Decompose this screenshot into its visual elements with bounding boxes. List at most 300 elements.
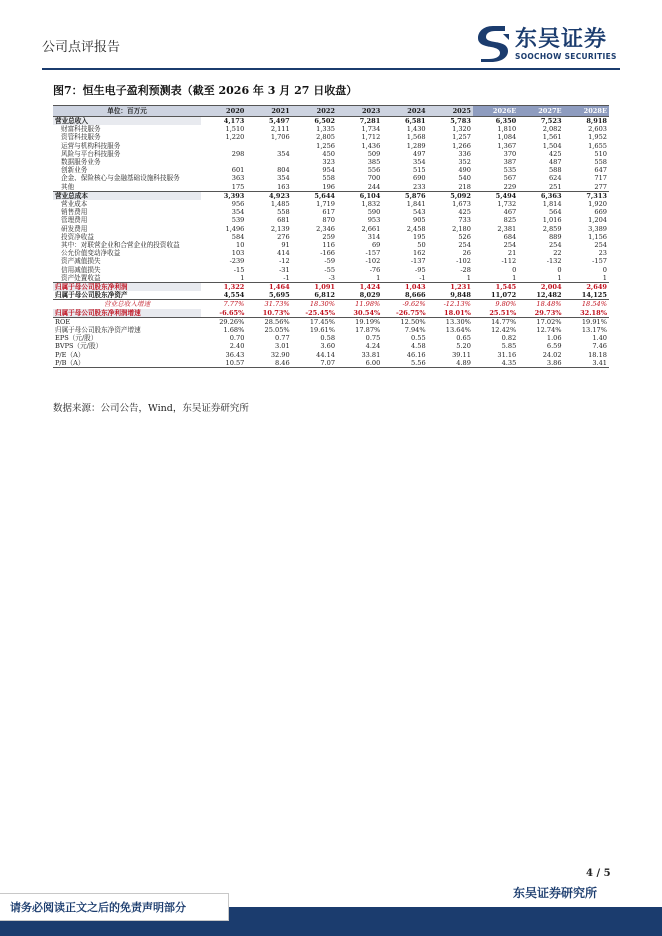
- table-cell: 218: [458, 182, 471, 191]
- row-label: 营业总收入: [53, 117, 201, 126]
- table-cell: 5,783: [450, 117, 471, 125]
- table-cell: 2.40: [229, 342, 245, 351]
- table-row: [53, 150, 609, 158]
- table-cell: 1: [466, 273, 471, 282]
- table-cell: 18.30%: [292, 300, 337, 309]
- table-cell: 1,719: [316, 200, 336, 209]
- table-cell: 889: [548, 232, 562, 241]
- table-cell: 5,876: [382, 191, 427, 200]
- table-cell: -102: [365, 257, 381, 266]
- table-cell: 1,832: [361, 200, 381, 209]
- table-cell: 8,918: [586, 117, 607, 125]
- table-cell: 354: [277, 149, 290, 158]
- year-header: 2024: [382, 106, 427, 117]
- table-cell: 298: [231, 149, 245, 158]
- table-cell: 1,814: [542, 200, 562, 209]
- table-cell: 354: [231, 208, 245, 217]
- row-label: 归属于母公司股东净利润: [53, 283, 201, 292]
- table-cell: 25.05%: [264, 326, 290, 335]
- table-row: [53, 326, 609, 334]
- table-cell: 1.06: [546, 334, 562, 343]
- row-label: 投资净收益: [61, 232, 94, 241]
- table-cell: 387: [503, 158, 517, 167]
- row-label: 资产处置收益: [61, 273, 101, 282]
- table-cell: -9.62%: [382, 300, 427, 309]
- table-cell: 2,082: [542, 125, 562, 134]
- table-row: [53, 166, 609, 174]
- table-cell: 12,482: [536, 291, 562, 300]
- table-cell: 1,322: [201, 283, 246, 292]
- table-cell: 647: [594, 166, 607, 175]
- table-cell: 254: [458, 241, 471, 250]
- table-cell: 515: [413, 166, 426, 175]
- disclaimer-text: 请务必阅读正文之后的免责声明部分: [10, 901, 186, 914]
- table-cell: 1,712: [361, 133, 381, 142]
- table-cell: 7.77%: [201, 300, 246, 309]
- table-cell: -25.45%: [305, 308, 336, 317]
- table-cell: 1,673: [452, 200, 471, 209]
- table-cell: 804: [277, 166, 290, 175]
- table-cell: 1,204: [588, 216, 607, 225]
- table-cell: 558: [277, 208, 290, 217]
- table-row: [53, 266, 609, 274]
- table-row: [53, 200, 609, 208]
- table-cell: 1.68%: [223, 326, 245, 335]
- table-cell: 175: [231, 182, 245, 191]
- table-cell: 1,156: [588, 232, 607, 241]
- table-cell: 31.73%: [246, 300, 291, 309]
- table-cell: 526: [458, 232, 471, 241]
- table-cell: 17.02%: [518, 317, 563, 326]
- table-cell: 669: [594, 208, 607, 217]
- table-cell: 30.54%: [353, 308, 381, 317]
- table-cell: -102: [456, 257, 471, 266]
- table-cell: 233: [413, 182, 426, 191]
- table-cell: -1: [419, 273, 426, 282]
- table-cell: 2,661: [361, 224, 381, 233]
- table-cell: 23: [598, 249, 607, 258]
- soochow-logo-icon: [475, 24, 511, 62]
- table-cell: 19.61%: [309, 326, 336, 335]
- table-row: [53, 249, 609, 257]
- table-cell: 36.43: [225, 350, 245, 359]
- table-cell: 6.59: [546, 342, 562, 351]
- table-cell: 6.00: [337, 359, 382, 368]
- table-cell: 352: [458, 158, 471, 167]
- table-cell: 18.01%: [444, 308, 471, 317]
- table-cell: 1,424: [337, 283, 382, 292]
- table-cell: -137: [410, 257, 426, 266]
- table-cell: 7.07: [292, 359, 337, 368]
- table-cell: -12.13%: [428, 300, 473, 309]
- table-row: [53, 174, 609, 182]
- table-cell: -6.65%: [219, 308, 245, 317]
- table-cell: 733: [458, 216, 471, 225]
- table-cell: 4.58: [410, 342, 426, 351]
- table-cell: 1,084: [497, 133, 517, 142]
- year-header: 2022: [292, 106, 337, 117]
- data-source-note: 数据来源：公司公告，Wind，东吴证券研究所: [53, 403, 249, 414]
- table-cell: 0.82: [501, 334, 517, 343]
- table-row: [53, 257, 609, 265]
- table-cell: 11.98%: [337, 300, 382, 309]
- table-cell: 162: [413, 249, 426, 258]
- table-cell: 5,644: [292, 191, 337, 200]
- table-cell: 1,436: [361, 141, 381, 150]
- table-cell: 1: [602, 273, 607, 282]
- table-cell: 25.51%: [489, 308, 517, 317]
- table-cell: 5,092: [428, 191, 473, 200]
- table-cell: 1,732: [497, 200, 517, 209]
- table-cell: -157: [365, 249, 381, 258]
- table-cell: 2,381: [497, 224, 517, 233]
- table-cell: 18.18: [588, 350, 607, 359]
- table-cell: 3.41: [564, 359, 609, 368]
- page-number: 4 / 5: [586, 868, 611, 879]
- earnings-forecast-table: [53, 105, 609, 368]
- table-cell: 1,016: [542, 216, 562, 225]
- table-cell: 17.45%: [292, 317, 337, 326]
- table-cell: 617: [322, 208, 336, 217]
- header-divider: [42, 68, 620, 70]
- row-label: 数据服务业务: [61, 158, 101, 167]
- report-type-label: 公司点评报告: [42, 40, 121, 55]
- table-cell: 509: [367, 149, 381, 158]
- table-cell: 9.80%: [473, 300, 518, 309]
- table-cell: 12.74%: [536, 326, 562, 335]
- table-cell: 254: [594, 241, 607, 250]
- table-row: [53, 274, 609, 283]
- brand-logo: [475, 22, 625, 66]
- table-cell: 6,502: [314, 117, 336, 125]
- table-cell: 567: [503, 174, 517, 183]
- table-cell: 10: [236, 241, 245, 250]
- table-cell: 1,091: [292, 283, 337, 292]
- row-label: 创新业务: [61, 166, 88, 175]
- table-row: [53, 334, 609, 342]
- table-cell: -55: [324, 265, 336, 274]
- table-cell: 91: [281, 241, 290, 250]
- table-cell: -95: [415, 265, 426, 274]
- row-label: 管理费用: [61, 216, 88, 225]
- table-cell: -31: [279, 265, 290, 274]
- table-cell: 2,180: [452, 224, 471, 233]
- table-cell: 7.46: [592, 342, 607, 351]
- row-label: 资管科技服务: [61, 133, 101, 142]
- table-cell: 244: [367, 182, 381, 191]
- table-cell: 905: [413, 216, 426, 225]
- table-cell: 385: [367, 158, 381, 167]
- table-cell: 1,545: [473, 283, 518, 292]
- table-cell: 3.86: [518, 359, 563, 368]
- table-cell: 259: [322, 232, 336, 241]
- table-cell: 870: [322, 216, 336, 225]
- table-cell: 12.42%: [491, 326, 517, 335]
- table-cell: 5,494: [473, 191, 518, 200]
- table-cell: 46.16: [406, 350, 426, 359]
- table-cell: -1: [283, 273, 290, 282]
- table-cell: 14,125: [581, 291, 607, 300]
- table-cell: 33.81: [361, 350, 381, 359]
- table-cell: 21: [507, 249, 517, 258]
- row-label: 公允价值变动净收益: [61, 249, 121, 258]
- table-cell: 6,350: [495, 117, 517, 125]
- table-cell: 1,231: [428, 283, 473, 292]
- table-row: [53, 233, 609, 241]
- table-cell: 1,430: [406, 125, 426, 134]
- table-cell: 12.50%: [382, 317, 427, 326]
- table-cell: 2,458: [406, 224, 426, 233]
- table-cell: 323: [322, 158, 336, 167]
- year-header: 2026E: [473, 106, 518, 117]
- table-cell: 1,810: [497, 125, 517, 134]
- table-cell: 0.70: [229, 334, 245, 343]
- table-cell: 558: [322, 174, 336, 183]
- table-cell: 1,289: [406, 141, 426, 150]
- table-cell: 487: [548, 158, 562, 167]
- table-cell: 0: [602, 265, 607, 274]
- table-cell: 9,848: [450, 291, 471, 300]
- table-cell: -76: [369, 265, 381, 274]
- table-cell: 1,841: [406, 200, 426, 209]
- table-row: [53, 183, 609, 192]
- table-cell: 196: [322, 182, 336, 191]
- table-cell: 354: [277, 174, 290, 183]
- table-cell: 276: [277, 232, 290, 241]
- table-cell: [201, 142, 246, 150]
- table-cell: 1,734: [361, 125, 381, 134]
- table-cell: 1,706: [270, 133, 290, 142]
- table-cell: 6,812: [314, 291, 336, 300]
- table-cell: 590: [367, 208, 381, 217]
- table-cell: 956: [231, 200, 245, 209]
- row-label: 风险与平台科技服务: [61, 149, 121, 158]
- table-cell: 5,497: [269, 117, 290, 125]
- table-row: [53, 359, 609, 368]
- table-cell: -26.75%: [395, 308, 426, 317]
- table-cell: -239: [229, 257, 245, 266]
- table-cell: -15: [233, 265, 245, 274]
- table-cell: 1: [557, 273, 562, 282]
- table-cell: 490: [458, 166, 471, 175]
- table-row: [53, 142, 609, 150]
- year-header: 2027E: [518, 106, 563, 117]
- table-row: [53, 351, 609, 359]
- footer-institute: 东吴证券研究所: [513, 886, 598, 900]
- table-cell: [246, 158, 291, 166]
- table-cell: 1,568: [406, 133, 426, 142]
- table-cell: 1,510: [225, 125, 245, 134]
- table-cell: 103: [231, 249, 245, 258]
- table-cell: 5,695: [269, 291, 290, 300]
- table-row: [53, 216, 609, 224]
- table-cell: [201, 158, 246, 166]
- table-cell: 1,464: [246, 283, 291, 292]
- table-cell: 251: [548, 182, 562, 191]
- table-cell: 0: [512, 265, 517, 274]
- table-cell: 0.77: [275, 334, 290, 343]
- table-cell: 354: [413, 158, 426, 167]
- table-cell: 5.85: [501, 342, 517, 351]
- table-cell: 535: [503, 166, 517, 175]
- table-cell: 13.30%: [428, 317, 473, 326]
- table-cell: 1,561: [542, 133, 562, 142]
- table-cell: 1,266: [452, 141, 471, 150]
- table-cell: 681: [277, 216, 290, 225]
- table-cell: 3.01: [275, 342, 290, 351]
- table-cell: 556: [367, 166, 381, 175]
- table-cell: 2,603: [588, 125, 607, 134]
- table-cell: 2,805: [316, 133, 336, 142]
- table-cell: 363: [231, 174, 245, 183]
- table-cell: -59: [324, 257, 336, 266]
- table-cell: 17.87%: [355, 326, 381, 335]
- table-cell: 370: [503, 149, 517, 158]
- forecast-table-container: [53, 105, 609, 368]
- table-row: [53, 117, 609, 126]
- table-cell: 1,952: [588, 133, 607, 142]
- table-cell: 13.17%: [581, 326, 607, 335]
- table-cell: 6,363: [518, 191, 563, 200]
- table-cell: 425: [548, 149, 562, 158]
- table-cell: 4,173: [223, 117, 245, 125]
- logo-english-name: SOOCHOW SECURITIES: [515, 52, 617, 61]
- table-cell: -28: [460, 265, 471, 274]
- table-cell: 29.73%: [534, 308, 562, 317]
- table-cell: 7,523: [540, 117, 562, 125]
- table-cell: 116: [322, 241, 336, 250]
- table-cell: 4.24: [365, 342, 381, 351]
- table-cell: 4.35: [473, 359, 518, 368]
- table-cell: 3,389: [588, 224, 607, 233]
- row-label: 其中：对联营企业和合营企业的投资收益: [61, 241, 180, 250]
- disclaimer-box: [0, 893, 229, 921]
- year-header: 2020: [201, 106, 246, 117]
- table-cell: 1,485: [270, 200, 290, 209]
- table-cell: 1: [240, 273, 245, 282]
- table-cell: 18.54%: [564, 300, 609, 309]
- table-cell: -3: [328, 273, 336, 282]
- table-cell: 510: [594, 149, 607, 158]
- row-label: 资产减值损失: [61, 257, 101, 266]
- table-cell: 2,649: [564, 283, 609, 292]
- table-cell: 825: [503, 216, 517, 225]
- table-row: [53, 225, 609, 233]
- table-row: [53, 133, 609, 141]
- table-cell: 7,313: [564, 191, 609, 200]
- row-label: P/B（A）: [53, 359, 201, 368]
- table-cell: 543: [413, 208, 426, 217]
- row-label: 财富科技服务: [61, 125, 101, 134]
- table-cell: 163: [277, 182, 290, 191]
- row-label: 销售费用: [61, 208, 88, 217]
- table-cell: 601: [231, 166, 245, 175]
- table-cell: 39.11: [452, 350, 471, 359]
- row-label: 其他: [61, 182, 75, 191]
- table-row: [53, 208, 609, 216]
- table-cell: 1: [512, 273, 517, 282]
- table-cell: 1,920: [588, 200, 607, 209]
- table-cell: -157: [592, 257, 607, 266]
- table-cell: 28.56%: [246, 317, 291, 326]
- table-cell: 31.16: [497, 350, 517, 359]
- table-cell: 254: [503, 241, 517, 250]
- table-cell: 26: [462, 249, 471, 258]
- logo-chinese-name: 东吴证券: [515, 27, 608, 52]
- table-row: [53, 300, 609, 309]
- table-cell: 2,004: [518, 283, 563, 292]
- table-cell: 2,859: [542, 224, 562, 233]
- table-cell: 6,581: [404, 117, 426, 125]
- year-header: 2021: [246, 106, 291, 117]
- year-header: 2025: [428, 106, 473, 117]
- table-cell: 229: [503, 182, 517, 191]
- table-cell: 254: [548, 241, 562, 250]
- table-cell: 8,666: [404, 291, 426, 300]
- table-cell: 69: [371, 241, 381, 250]
- row-label: ROE: [53, 317, 201, 326]
- table-row: [53, 158, 609, 166]
- table-cell: -12: [279, 257, 290, 266]
- row-label: EPS（元/股）: [55, 334, 98, 343]
- table-cell: 8.46: [246, 359, 291, 368]
- table-header-row: [53, 106, 609, 117]
- row-label: 归属于母公司股东净资产增速: [55, 326, 141, 335]
- table-cell: 1,043: [382, 283, 427, 292]
- table-cell: 1,256: [316, 141, 336, 150]
- row-label: 营业总收入增速: [53, 300, 201, 309]
- table-row: [53, 191, 609, 200]
- table-cell: -166: [320, 249, 336, 258]
- table-cell: 2,111: [270, 125, 290, 134]
- table-cell: 1: [376, 273, 381, 282]
- table-cell: 32.90: [270, 350, 290, 359]
- table-cell: 24.02: [542, 350, 562, 359]
- table-cell: 1,367: [497, 141, 517, 150]
- table-cell: 7,281: [359, 117, 381, 125]
- row-label: BVPS（元/股）: [55, 342, 103, 351]
- table-cell: 29.26%: [201, 317, 246, 326]
- table-row: [53, 283, 609, 292]
- table-cell: 18.48%: [518, 300, 563, 309]
- row-label: 营业总成本: [53, 191, 201, 200]
- row-label: P/E（A）: [55, 350, 85, 359]
- table-cell: 6,104: [337, 191, 382, 200]
- table-cell: 467: [503, 208, 517, 217]
- table-cell: 4,554: [223, 291, 245, 300]
- table-cell: 2,346: [316, 224, 336, 233]
- table-cell: 1,320: [452, 125, 471, 134]
- table-cell: 19.91%: [564, 317, 609, 326]
- row-label: 运营与机构科技服务: [61, 141, 121, 150]
- row-label: 企金、保险核心与金融基础设施科技服务: [61, 174, 180, 183]
- table-cell: 1,504: [542, 141, 562, 150]
- row-label: 信用减值损失: [61, 265, 101, 274]
- year-header: 2028E: [564, 106, 609, 117]
- table-cell: 277: [594, 182, 607, 191]
- table-cell: 195: [413, 232, 426, 241]
- table-cell: -132: [546, 257, 562, 266]
- table-cell: 4.89: [428, 359, 473, 368]
- table-cell: 0.75: [365, 334, 381, 343]
- table-cell: 4,923: [246, 191, 291, 200]
- table-cell: 1.40: [592, 334, 607, 343]
- year-header: 2023: [337, 106, 382, 117]
- table-row: [53, 291, 609, 300]
- table-cell: 0.55: [410, 334, 426, 343]
- table-cell: 690: [413, 174, 426, 183]
- table-row: [53, 241, 609, 249]
